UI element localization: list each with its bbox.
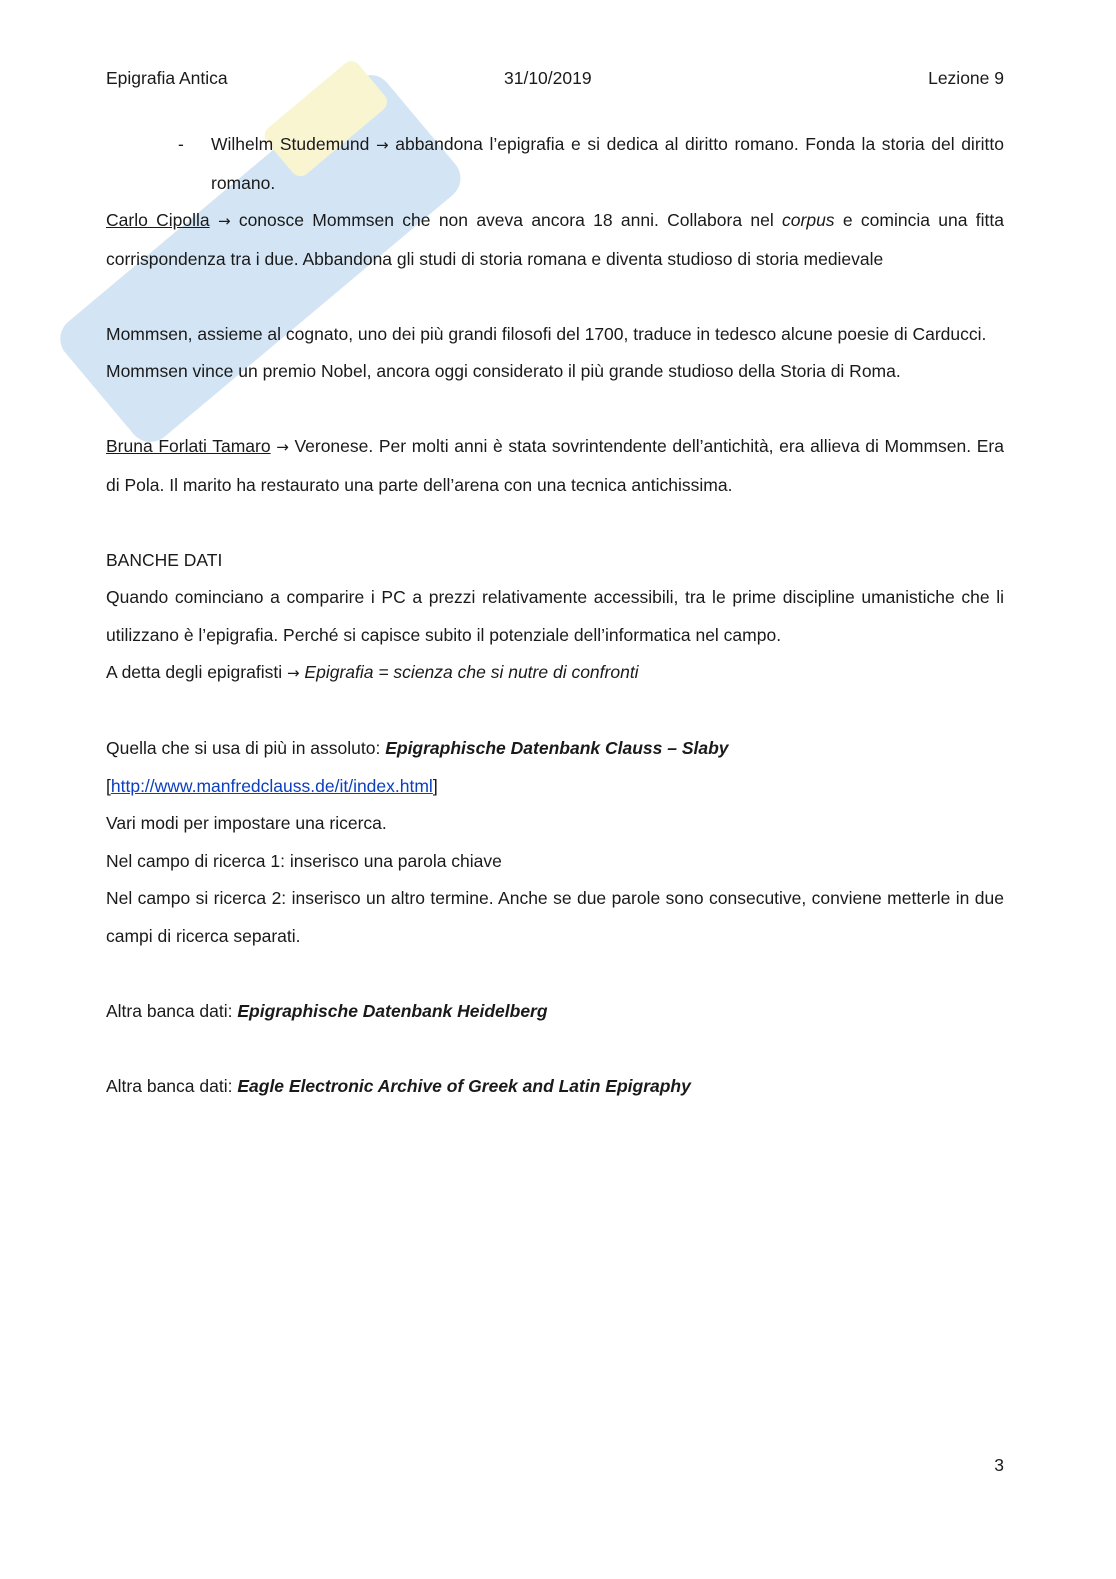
bracket-open: [: [106, 775, 111, 796]
bracket-close: ]: [432, 775, 438, 796]
person-name: Wilhelm Studemund: [211, 134, 370, 154]
section-title-banche-dati: BANCHE DATI: [106, 549, 223, 570]
page-header: [106, 68, 1004, 92]
paragraph-text: A detta degli epigrafisti: [106, 662, 283, 682]
paragraph-detta: [106, 654, 1004, 693]
paragraph-campo-2: Nel campo si ricerca 2: inserisco un altro termine. Anche se due parole sono consecutive, conviene metterle in due campi di ricerca separati.: [106, 888, 1004, 946]
paragraph-banche-dati: Quando cominciano a comparire i PC a prezzi relativamente accessibili, tra le prime discipline umanistiche che li utilizzano è l’epigrafia. Perché si capisce subito il potenziale dell’informatica nel campo.: [106, 587, 1004, 645]
paragraph-clauss: [106, 730, 1004, 768]
paragraph-text: Altra banca dati:: [106, 1075, 233, 1096]
bullet-dash: -: [178, 134, 184, 154]
paragraph-text: Quella che si usa di più in assoluto:: [106, 738, 381, 758]
header-course-title: Epigrafia Antica: [106, 68, 228, 88]
paragraph-tamaro: [106, 428, 1004, 504]
database-name: Epigraphische Datenbank Heidelberg: [237, 1000, 548, 1021]
clauss-link[interactable]: http://www.manfredclauss.de/it/index.html: [110, 775, 433, 796]
paragraph-text: Altra banca dati:: [106, 1000, 233, 1021]
paragraph-heidelberg: [106, 993, 1004, 1031]
person-name-underlined: Carlo Cipolla: [106, 210, 210, 230]
paragraph-modi: Vari modi per impostare una ricerca.: [106, 813, 387, 833]
paragraph-clauss-url: [106, 768, 1004, 806]
arrow-icon: →: [376, 136, 389, 154]
paragraph-eagle: [106, 1068, 1004, 1106]
database-name: Epigraphische Datenbank Clauss – Slaby: [385, 738, 729, 758]
paragraph-campo-1: Nel campo di ricerca 1: inserisco una parola chiave: [106, 850, 502, 871]
database-name: Eagle Electronic Archive of Greek and Latin Epigraphy: [237, 1075, 691, 1096]
paragraph-mommsen-nobel: Mommsen vince un premio Nobel, ancora oggi considerato il più grande studioso della Storia di Roma.: [106, 361, 901, 381]
page-content: [106, 126, 1004, 1105]
paragraph-cipolla: [106, 202, 1004, 278]
paragraph-text: Veronese. Per molti anni è stata sovrintendente dell’antichità, era allieva di Mommsen. Era di Pola. Il marito ha restaurato una parte dell’arena con una tecnica antichissima.: [106, 436, 1004, 495]
header-lesson: Lezione 9: [928, 68, 1004, 88]
paragraph-text: conosce Mommsen che non aveva ancora 18 anni. Collabora nel: [238, 210, 774, 230]
italic-term: corpus: [782, 210, 835, 230]
paragraph-text: abbandona l’epigrafia e si dedica al diritto romano. Fonda la storia del diritto romano.: [211, 134, 1004, 193]
list-item-studemund: [106, 126, 1004, 202]
arrow-icon: →: [286, 664, 300, 682]
paragraph-mommsen-translation: Mommsen, assieme al cognato, uno dei più grandi filosofi del 1700, traduce in tedesco alcune poesie di Carducci.: [106, 323, 987, 344]
arrow-icon: →: [276, 438, 289, 456]
person-name-underlined: Bruna Forlati Tamaro: [106, 436, 271, 456]
italic-definition: Epigrafia = scienza che si nutre di confronti: [304, 662, 639, 682]
page-number: 3: [994, 1455, 1004, 1475]
header-date: 31/10/2019: [504, 68, 592, 88]
paragraph-text: e comincia una fitta corrispondenza tra i due. Abbandona gli studi di storia romana e diventa studioso di storia medievale: [106, 210, 1004, 269]
arrow-icon: →: [217, 212, 231, 230]
